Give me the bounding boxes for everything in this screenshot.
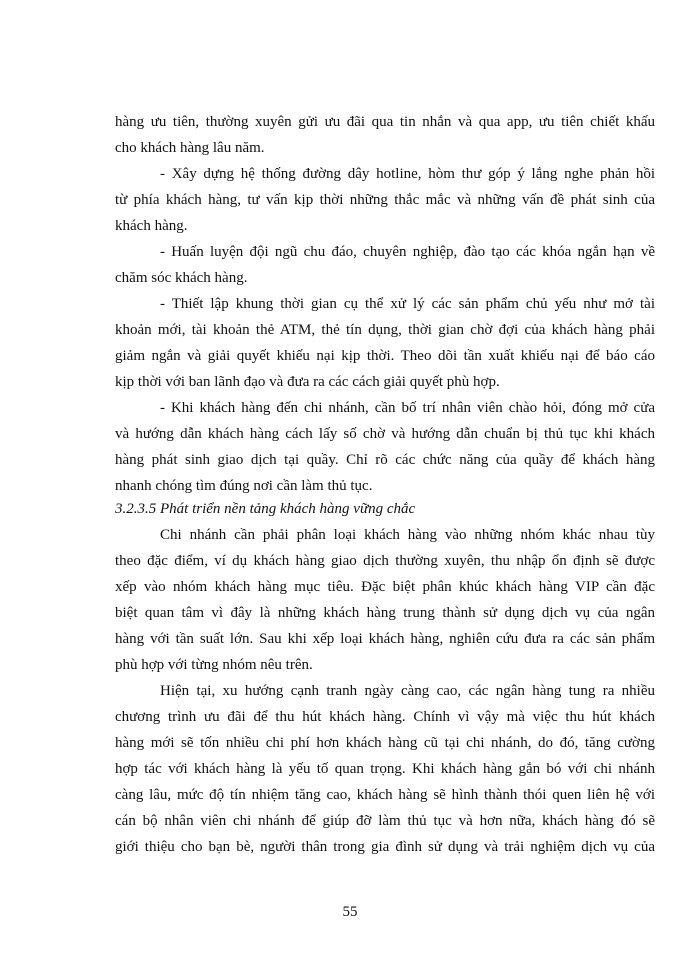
text-line: biệt quan tâm vì đây là những khách hàng trung thành sử dụng dịch vụ của ngân — [115, 605, 655, 621]
text-line: khách hàng. — [115, 218, 188, 234]
text-line: chăm sóc khách hàng. — [115, 270, 248, 286]
text-line: hàng với tần suất lớn. Sau khi xếp loại khách hàng, nghiên cứu đưa ra các sản phẩm — [115, 631, 655, 647]
text-line: càng lâu, mức độ tín nhiệm tăng cao, khách hàng sẽ hình thành thói quen liên hệ với — [115, 787, 655, 803]
text-line: xếp vào nhóm khách hàng mục tiêu. Đặc biệt phân khúc khách hàng VIP cần đặc — [115, 579, 655, 595]
text-line: theo đặc điểm, ví dụ khách hàng giao dịch thường xuyên, thu nhập ổn định sẽ được — [115, 553, 655, 569]
section-heading: 3.2.3.5 Phát triển nền tảng khách hàng vững chắc — [115, 501, 416, 517]
text-line: nhanh chóng tìm đúng nơi cần làm thủ tục. — [115, 478, 373, 494]
text-line: - Thiết lập khung thời gian cụ thể xử lý các sản phẩm chủ yếu như mở tài — [160, 296, 655, 312]
text-line: và hướng dẫn khách hàng cách lấy số chờ và hướng dẫn chuẩn bị thủ tục khi khách — [115, 426, 655, 442]
text-line: Chi nhánh cần phải phân loại khách hàng vào những nhóm khác nhau tùy — [160, 527, 655, 543]
text-line: giảm ngắn và giải quyết khiếu nại kịp thời. Theo dõi tần xuất khiếu nại để báo cáo — [115, 348, 655, 364]
text-line: - Khi khách hàng đến chi nhánh, cần bố trí nhân viên chào hỏi, đóng mở cửa — [160, 400, 655, 416]
text-line: giới thiệu cho bạn bè, người thân trong gia đình sử dụng và trải nghiệm dịch vụ của — [115, 839, 655, 855]
text-line: chương trình ưu đãi để thu hút khách hàng. Chính vì vậy mà việc thu hút khách — [115, 709, 655, 725]
page-number: 55 — [342, 904, 358, 920]
text-line: - Huấn luyện đội ngũ chu đáo, chuyên nghiệp, đào tạo các khóa ngắn hạn về — [160, 244, 655, 260]
text-line: hàng phát sinh giao dịch tại quầy. Chỉ rõ các chức năng của quầy để khách hàng — [115, 452, 655, 468]
text-line: hợp tác với khách hàng là yếu tố quan trọng. Khi khách hàng gắn bó với chi nhánh — [115, 761, 655, 777]
text-line: cán bộ nhân viên chi nhánh để giúp đỡ làm thủ tục và hơn nữa, khách hàng đó sẽ — [115, 813, 655, 829]
text-line: từ phía khách hàng, tư vấn kịp thời những thắc mắc và những vấn đề phát sinh của — [115, 192, 655, 208]
text-line: kịp thời với ban lãnh đạo và đưa ra các cách giải quyết phù hợp. — [115, 374, 500, 390]
text-line: hàng ưu tiên, thường xuyên gửi ưu đãi qua tin nhắn và qua app, ưu tiên chiết khấu — [115, 114, 655, 130]
text-line: khoản mới, tài khoản thẻ ATM, thẻ tín dụng, thời gian chờ đợi của khách hàng phải — [115, 322, 655, 338]
text-line: Hiện tại, xu hướng cạnh tranh ngày càng cao, các ngân hàng tung ra nhiều — [160, 683, 655, 699]
text-line: - Xây dựng hệ thống đường dây hotline, hòm thư góp ý lắng nghe phản hồi — [160, 166, 655, 182]
text-line: phù hợp với từng nhóm nêu trên. — [115, 657, 313, 673]
text-line: hàng mới sẽ tốn nhiều chi phí hơn khách hàng cũ tại chi nhánh, do đó, tăng cường — [115, 735, 655, 751]
text-line: cho khách hàng lâu năm. — [115, 140, 265, 156]
